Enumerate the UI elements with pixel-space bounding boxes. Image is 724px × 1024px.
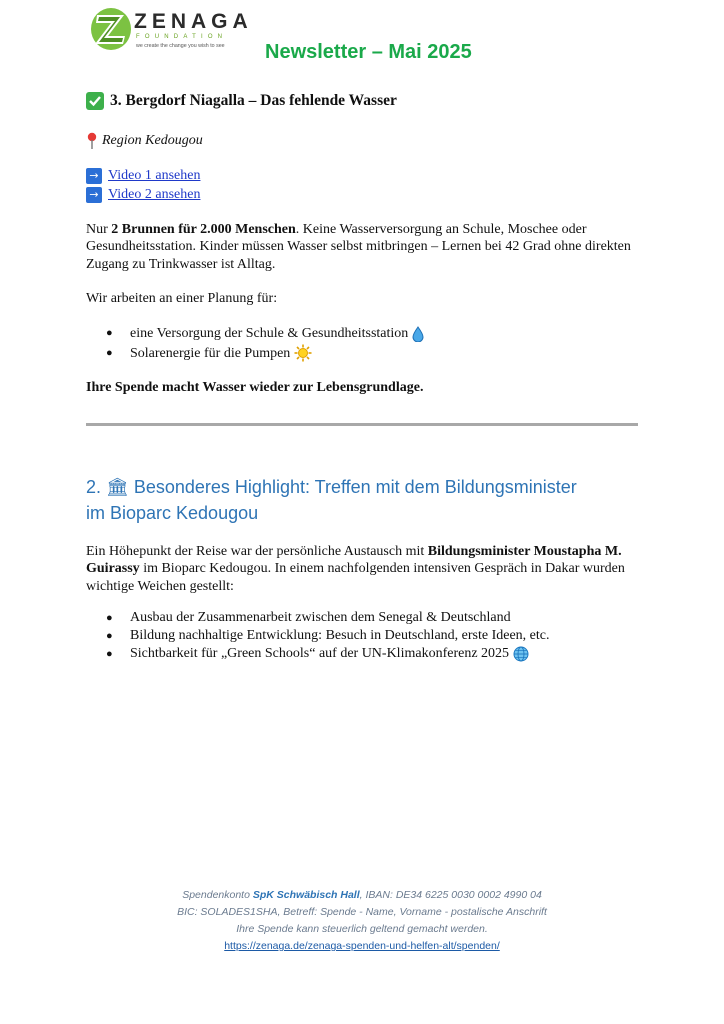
bullet-text: Bildung nachhaltige Entwicklung: Besuch in Deutschland, erste Ideen, etc. — [130, 628, 550, 643]
bullet-text: Solarenergie für die Pumpen — [130, 345, 291, 361]
footer-tax-line: Ihre Spende kann steuerlich geltend gemacht werden. — [236, 923, 488, 935]
newsletter-title: Newsletter – Mai 2025 — [265, 41, 472, 63]
section2-para-bold: Bildungsminister Moustapha M. Guirassy — [86, 544, 622, 577]
water-drop-icon — [412, 326, 424, 342]
bullet-dot: ● — [106, 630, 113, 642]
para1-rest: . Keine Wasserversorgung an Schule, Moschee oder Gesundheitsstation. Kinder müssen Wasser selbst mitbringen – Lernen bei 42 Grad ohne direkten Zugang zu Trinkwasser ist Alltag. — [86, 222, 631, 272]
section2-heading-line1: 2. 🏛 Besonderes Highlight: Treffen mit dem Bildungsminister — [86, 477, 577, 497]
region-line — [86, 132, 203, 150]
bullet-dot: ● — [106, 612, 113, 624]
bullet-dot: ● — [106, 648, 113, 660]
logo-tagline: we create the change you wish to see — [136, 43, 225, 49]
list-item — [106, 645, 550, 663]
arrow-right-icon: → — [86, 187, 102, 203]
video-1-link[interactable] — [86, 168, 200, 184]
section2-bullet-list — [106, 609, 550, 663]
footer-bank-line — [0, 887, 724, 904]
logo-name: ZENAGA — [134, 10, 253, 33]
check-icon — [86, 92, 104, 110]
section2-para-rest: im Bioparc Kedougou. In einem nachfolgenden intensiven Gespräch in Dakar wurden wichtige Weichen gestellt: — [86, 561, 625, 594]
para1-prefix: Nur — [86, 222, 112, 237]
para1-bold: 2 Brunnen für 2.000 Menschen — [111, 222, 296, 237]
arrow-right-icon: → — [86, 168, 102, 184]
video-1-label[interactable]: Video 1 ansehen — [108, 168, 201, 183]
section3-closing: Ihre Spende macht Wasser wieder zur Lebensgrundlage. — [86, 380, 424, 395]
region-text: Region Kedougou — [102, 133, 203, 148]
zenaga-logo — [90, 6, 260, 54]
globe-icon — [513, 646, 529, 662]
section2-heading — [86, 474, 646, 526]
section3-heading-text: 3. Bergdorf Niagalla – Das fehlende Wasser — [110, 92, 397, 109]
section3-heading — [86, 92, 397, 110]
footer-bic-line: BIC: SOLADES1SHA, Betreff: Spende - Name, Vorname - postalische Anschrift — [177, 906, 547, 918]
pin-icon — [86, 132, 98, 150]
list-item — [106, 344, 424, 364]
section3-paragraph-2: Wir arbeiten an einer Planung für: — [86, 291, 278, 306]
video-2-link[interactable] — [86, 187, 200, 203]
section-divider — [86, 423, 638, 426]
footer-prefix: Spendenkonto — [182, 889, 253, 901]
list-item — [106, 627, 550, 645]
section2-para-prefix: Ein Höhepunkt der Reise war der persönliche Austausch mit — [86, 544, 428, 559]
section2-heading-line2: im Bioparc Kedougou — [86, 503, 259, 523]
footer-iban: , IBAN: DE34 6225 0030 0002 4990 04 — [359, 889, 542, 901]
section3-bullet-list — [106, 324, 424, 363]
video-2-label[interactable]: Video 2 ansehen — [108, 187, 201, 202]
sun-icon — [294, 344, 312, 362]
bullet-dot: ● — [106, 327, 113, 339]
logo-foundation: FOUNDATION — [136, 34, 228, 40]
bullet-dot: ● — [106, 346, 113, 359]
footer-donation-link[interactable]: https://zenaga.de/zenaga-spenden-und-helfen-alt/spenden/ — [224, 940, 500, 952]
footer — [0, 887, 724, 955]
bullet-text: eine Versorgung der Schule & Gesundheitsstation — [130, 326, 409, 341]
zenaga-logo-icon — [90, 6, 132, 52]
bullet-text: Ausbau der Zusammenarbeit zwischen dem Senegal & Deutschland — [130, 610, 511, 625]
list-item — [106, 609, 550, 627]
section3-paragraph-1 — [86, 221, 646, 273]
footer-bank-name: SpK Schwäbisch Hall — [252, 889, 360, 901]
list-item — [106, 324, 424, 344]
section2-paragraph — [86, 543, 646, 595]
bullet-text: Sichtbarkeit für „Green Schools“ auf der UN-Klimakonferenz 2025 — [130, 646, 510, 661]
